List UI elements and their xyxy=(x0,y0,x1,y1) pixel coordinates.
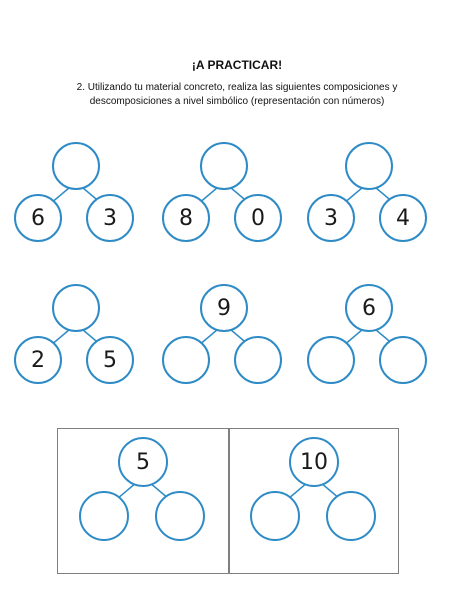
right-part-number[interactable]: 0 xyxy=(234,194,282,242)
left-part-number[interactable] xyxy=(307,336,355,384)
whole-number-field[interactable] xyxy=(52,284,100,332)
left-part-number[interactable]: 3 xyxy=(307,194,355,242)
left-part-number[interactable] xyxy=(79,491,129,541)
right-part-number[interactable]: 4 xyxy=(379,194,427,242)
right-part-number[interactable] xyxy=(155,491,205,541)
right-part-number[interactable] xyxy=(326,491,376,541)
left-part-number[interactable] xyxy=(162,336,210,384)
whole-number-field[interactable] xyxy=(200,142,248,190)
whole-number-field[interactable] xyxy=(345,142,393,190)
right-part-number[interactable] xyxy=(234,336,282,384)
whole-number-field[interactable]: 9 xyxy=(200,284,248,332)
whole-number-field[interactable]: 5 xyxy=(118,437,168,487)
left-part-number[interactable]: 2 xyxy=(14,336,62,384)
left-part-number[interactable]: 6 xyxy=(14,194,62,242)
right-part-number[interactable] xyxy=(379,336,427,384)
instruction-text: 2. Utilizando tu material concreto, realiza las siguientes composiciones y descomposiciones a nivel simbólico (representación con números) xyxy=(76,82,398,107)
right-part-number[interactable]: 3 xyxy=(86,194,134,242)
whole-number-field[interactable] xyxy=(52,142,100,190)
worksheet-title: ¡A PRACTICAR! xyxy=(191,58,283,72)
left-part-number[interactable]: 8 xyxy=(162,194,210,242)
left-part-number[interactable] xyxy=(250,491,300,541)
whole-number-field[interactable]: 6 xyxy=(345,284,393,332)
whole-number-field[interactable]: 10 xyxy=(289,437,339,487)
right-part-number[interactable]: 5 xyxy=(86,336,134,384)
